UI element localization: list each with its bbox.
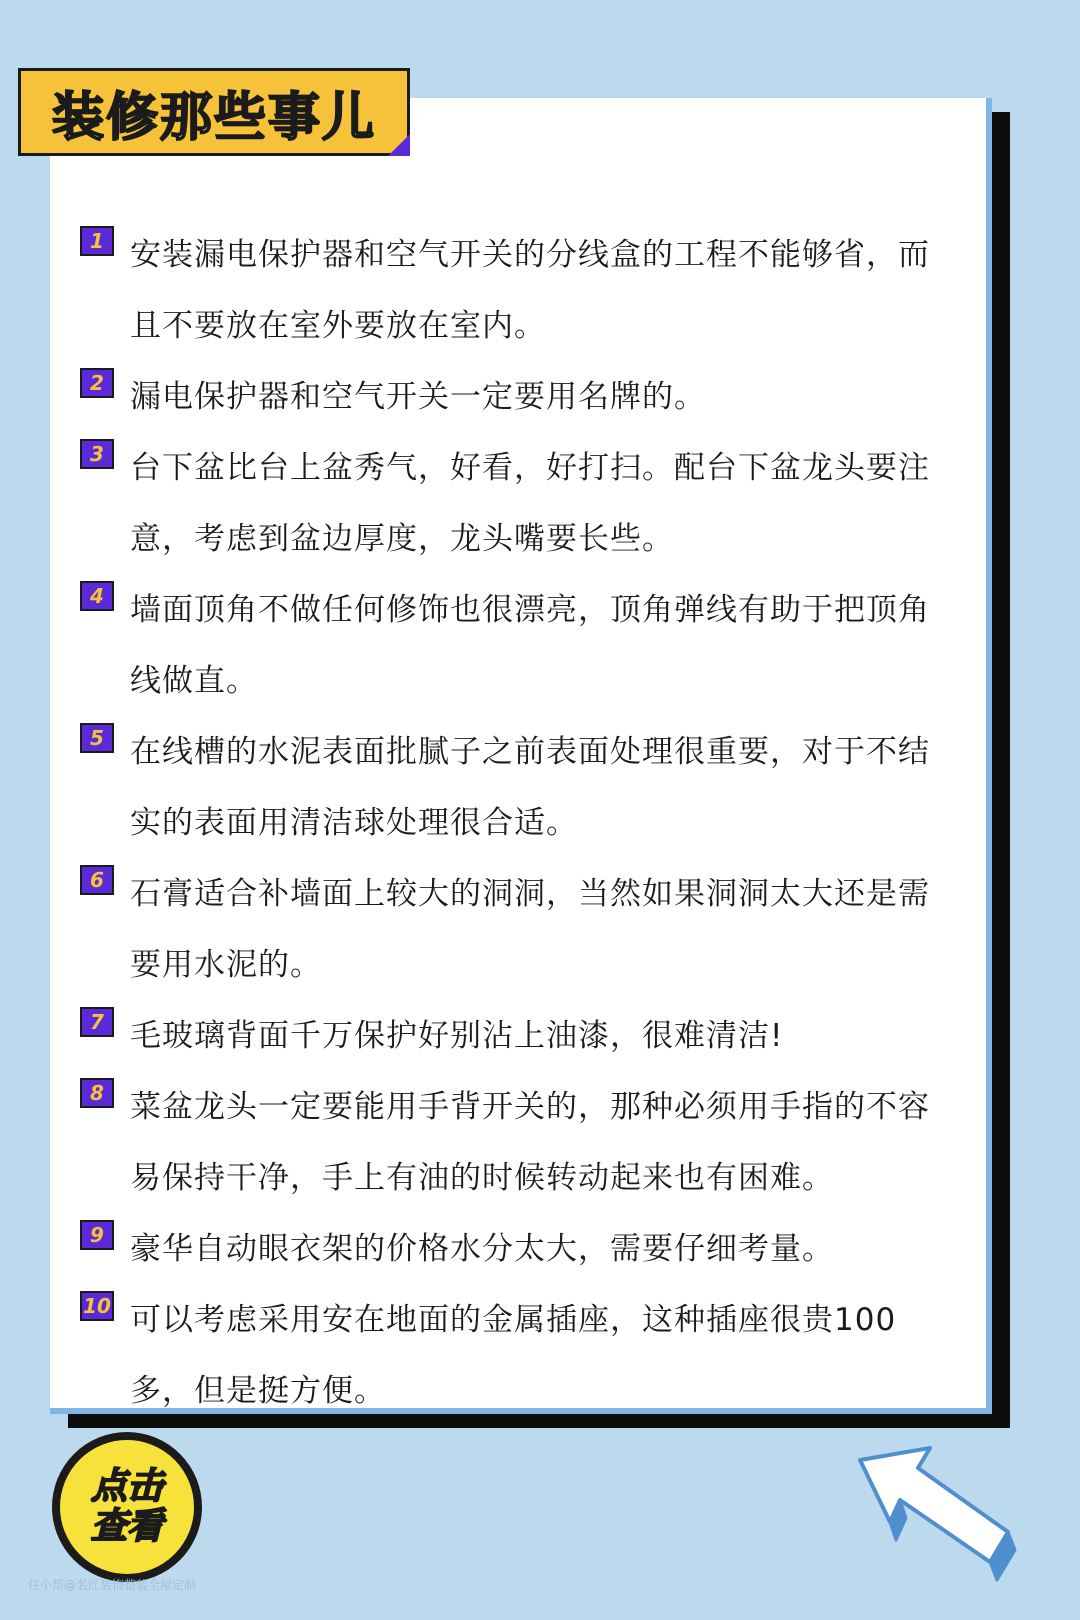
list-item <box>80 575 980 717</box>
tip-text: 可以考虑采用安在地面的金属插座，这种插座很贵100多，但是挺方便。 <box>130 1302 897 1409</box>
list-item <box>80 859 980 1001</box>
tips-list <box>80 220 980 1427</box>
tip-text: 台下盆比台上盆秀气，好看，好打扫。配台下盆龙头要注意，考虑到盆边厚度，龙头嘴要长些。 <box>130 450 930 557</box>
number-badge: 10 <box>80 1291 114 1321</box>
number-badge: 9 <box>80 1220 114 1250</box>
number-badge: 5 <box>80 723 114 753</box>
list-item <box>80 1001 980 1072</box>
tip-text: 石膏适合补墙面上较大的洞洞，当然如果洞洞太大还是需要用水泥的。 <box>130 876 930 983</box>
title-banner <box>18 68 410 156</box>
list-item <box>80 433 980 575</box>
number-badge: 2 <box>80 368 114 398</box>
list-item <box>80 220 980 362</box>
arrow-icon <box>850 1440 1020 1590</box>
tip-text: 菜盆龙头一定要能用手背开关的，那种必须用手指的不容易保持干净，手上有油的时候转动起来也有困难。 <box>130 1089 930 1196</box>
number-badge: 7 <box>80 1007 114 1037</box>
list-item <box>80 1214 980 1285</box>
list-item <box>80 717 980 859</box>
tip-text: 豪华自动眼衣架的价格水分太大，需要仔细考量。 <box>130 1231 834 1267</box>
title-corner-decoration <box>388 134 410 156</box>
number-badge: 8 <box>80 1078 114 1108</box>
list-item <box>80 1285 980 1427</box>
list-item <box>80 362 980 433</box>
page-title: 装修那些事儿 <box>51 87 376 148</box>
tip-text: 漏电保护器和空气开关一定要用名牌的。 <box>130 379 706 415</box>
number-badge: 1 <box>80 226 114 256</box>
tip-text: 安装漏电保护器和空气开关的分线盒的工程不能够省，而且不要放在室外要放在室内。 <box>130 237 930 344</box>
list-item <box>80 1072 980 1214</box>
watermark: 住小帮@名匠装饰整装全屋定制 <box>28 1578 197 1592</box>
view-button[interactable] <box>52 1432 202 1582</box>
number-badge: 6 <box>80 865 114 895</box>
tip-text: 毛玻璃背面千万保护好别沾上油漆，很难清洁! <box>130 1018 784 1054</box>
tip-text: 墙面顶角不做任何修饰也很漂亮，顶角弹线有助于把顶角线做直。 <box>130 592 930 699</box>
number-badge: 3 <box>80 439 114 469</box>
view-button-label: 点击查看 <box>90 1466 163 1547</box>
tip-text: 在线槽的水泥表面批腻子之前表面处理很重要，对于不结实的表面用清洁球处理很合适。 <box>130 734 930 841</box>
number-badge: 4 <box>80 581 114 611</box>
